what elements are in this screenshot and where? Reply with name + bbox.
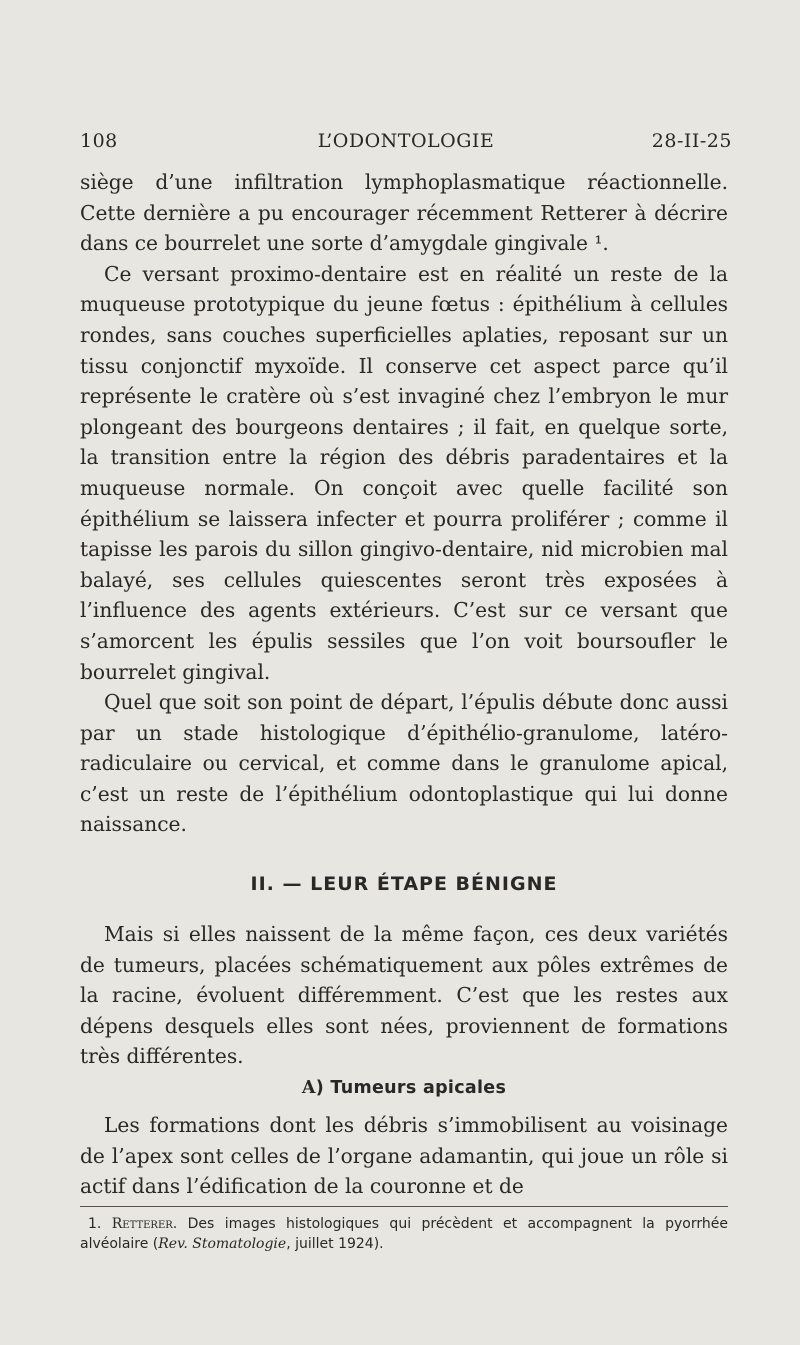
footnote-divider xyxy=(80,1206,728,1207)
section-heading: II. — LEUR ÉTAPE BÉNIGNE xyxy=(250,873,558,895)
subsection-letter: A xyxy=(301,1078,316,1098)
footnote-journal: Rev. Stomatologie xyxy=(158,1236,287,1252)
footnote-text-end: , juillet 1924). xyxy=(286,1236,384,1252)
journal-title: L’ODONTOLOGIE xyxy=(317,130,495,152)
subsection-title: ) Tumeurs apicales xyxy=(315,1078,507,1098)
subsection-heading xyxy=(80,1078,728,1098)
footnote xyxy=(80,1214,728,1254)
footnote-number: 1. xyxy=(88,1216,102,1232)
paragraph: Mais si elles naissent de la même façon, ces deux variétés de tumeurs, placées schématiquement aux pôles extrêmes de la racine, évoluent différemment. C’est que les restes aux dépens desquels elles sont nées, proviennent de formations très différentes. xyxy=(80,922,728,1069)
subsection-text-block xyxy=(80,1110,728,1202)
paragraph-continued: siège d’une infiltration lymphoplasmatique réactionnelle. Cette dernière a pu encourager récemment Retterer à décrire dans ce bourrelet une sorte d’amygdale gingivale ¹. xyxy=(80,170,728,256)
main-text-block xyxy=(80,167,728,840)
running-header xyxy=(80,130,732,156)
paragraph: Les formations dont les débris s’immobilisent au voisinage de l’apex sont celles de l’organe adamantin, qui joue un rôle si actif dans l’édification de la couronne et de xyxy=(80,1113,728,1199)
paragraph: Ce versant proximo-dentaire est en réalité un reste de la muqueuse prototypique du jeune fœtus : épithélium à cellules rondes, sans couches superficielles aplaties, reposant sur un tissu conjonctif myxoïde. Il conserve cet aspect parce qu’il représente le cratère où s’est invaginé chez l’embryon le mur plongeant des bourgeons dentaires ; il fait, en quelque sorte, la transition entre la région des débris paradentaires et la muqueuse normale. On conçoit avec quelle facilité son épithélium se laissera infecter et pourra proliférer ; comme il tapisse les parois du sillon gingivo-dentaire, nid microbien mal balayé, ses cellules quiescentes seront très exposées à l’influence des agents extérieurs. C’est sur ce versant que s’amorcent les épulis sessiles que l’on voit boursoufler le bourrelet gingival. xyxy=(80,261,728,684)
issue-date: 28-II-25 xyxy=(651,130,732,152)
footnote-text: . Des images histologiques qui précèdent et accompagnent la pyorrhée alvéolaire ( xyxy=(80,1216,728,1252)
paragraph: Quel que soit son point de départ, l’épulis débute donc aussi par un stade histologique d’épithélio-granulome, latéro-radiculaire ou cervical, et comme dans le granulome apical, c’est un reste de l’épithélium odontoplastique qui lui donne naissance. xyxy=(80,690,728,837)
page-number: 108 xyxy=(80,130,118,152)
section-text-block xyxy=(80,919,728,1072)
footnote-author: Retterer xyxy=(111,1216,173,1232)
